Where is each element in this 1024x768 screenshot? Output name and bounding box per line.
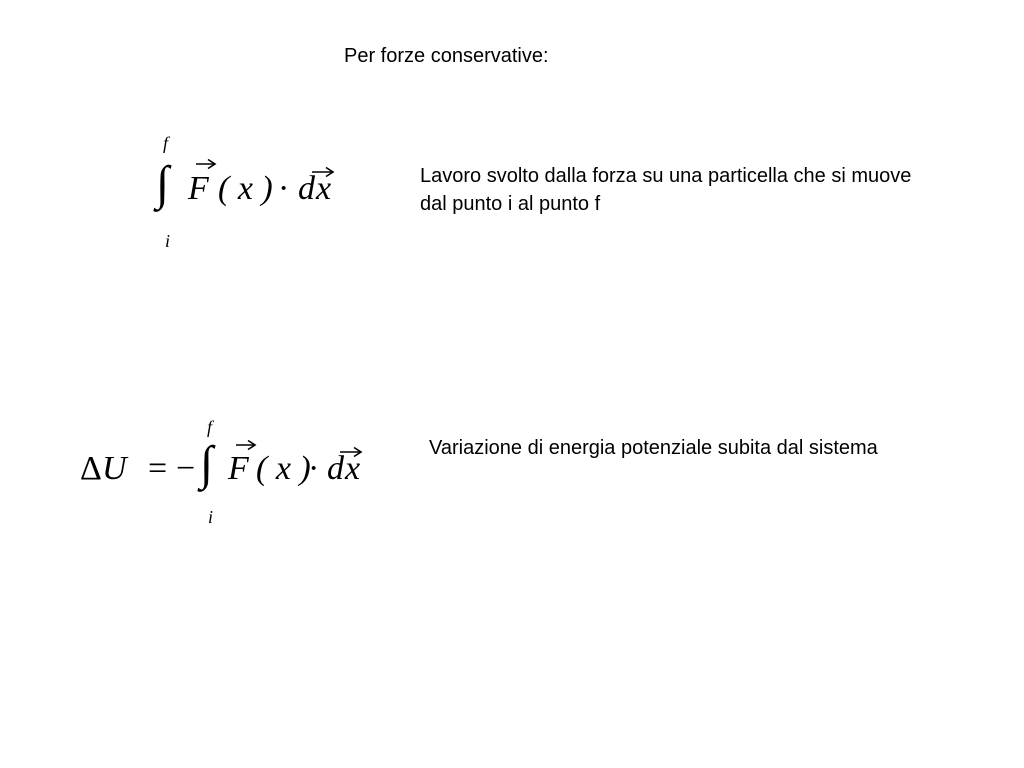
work-integral-formula <box>150 128 370 258</box>
minus-sign: − <box>176 450 196 487</box>
slide-title: Per forze conservative: <box>344 45 549 67</box>
work-force-vector-arrow <box>194 158 218 170</box>
work-lower-limit: i <box>165 231 171 251</box>
potential-description: Variazione di energia potenziale subita dal sistema <box>429 437 878 459</box>
potential-force-vector-arrow <box>234 439 258 451</box>
work-description: Lavoro svolto dalla forza su una particella che si muove dal punto i al punto f <box>420 165 912 215</box>
potential-upper-limit: f <box>207 417 213 437</box>
work-force-symbol: F <box>188 170 209 207</box>
work-differential-x: x <box>316 170 332 207</box>
work-dot: · <box>278 170 290 207</box>
potential-energy-formula <box>76 412 376 532</box>
potential-differential-d: d <box>327 450 344 487</box>
potential-dx-vector-arrow <box>338 446 364 458</box>
potential-dot: · <box>308 450 320 487</box>
potential-argument: ( x ) <box>256 450 311 487</box>
energy-symbol: U <box>102 450 127 487</box>
delta-symbol: Δ <box>80 450 102 487</box>
work-argument: ( x ) <box>218 170 273 207</box>
work-upper-limit: f <box>163 133 169 153</box>
work-differential-d: d <box>298 170 315 207</box>
potential-integral-sign: ∫ <box>200 437 214 490</box>
potential-force-symbol: F <box>228 450 249 487</box>
work-integral-sign: ∫ <box>156 157 170 210</box>
potential-differential-x: x <box>345 450 361 487</box>
potential-lower-limit: i <box>208 507 214 527</box>
work-dx-vector-arrow <box>310 166 336 178</box>
equals-sign: = <box>148 450 168 487</box>
